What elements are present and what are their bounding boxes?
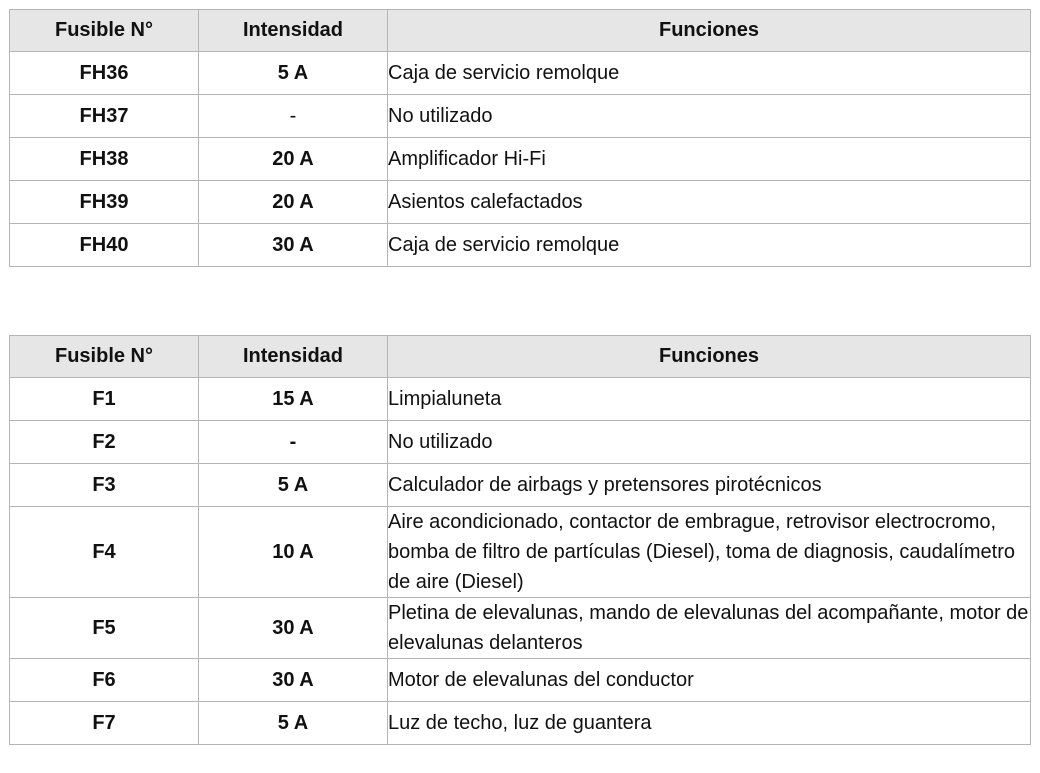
header-amperage: Intensidad xyxy=(199,336,388,378)
fuse-cell: F4 xyxy=(10,507,199,598)
table-row xyxy=(10,598,1031,659)
functions-cell: Aire acondicionado, contactor de embrague, retrovisor electrocromo, bomba de filtro de partículas (Diesel), toma de diagnosis, caudalímetro de aire (Diesel) xyxy=(388,507,1031,598)
fuse-cell: F2 xyxy=(10,421,199,464)
table-row xyxy=(10,702,1031,745)
header-functions: Funciones xyxy=(388,336,1031,378)
amperage-cell: 5 A xyxy=(199,464,388,507)
table-row xyxy=(10,181,1031,224)
fuse-cell: F3 xyxy=(10,464,199,507)
functions-cell: Limpialuneta xyxy=(388,378,1031,421)
functions-cell: Asientos calefactados xyxy=(388,181,1031,224)
functions-cell: No utilizado xyxy=(388,95,1031,138)
header-fuse: Fusible N° xyxy=(10,10,199,52)
amperage-cell: 5 A xyxy=(199,702,388,745)
functions-cell: No utilizado xyxy=(388,421,1031,464)
amperage-cell: 5 A xyxy=(199,52,388,95)
functions-cell: Calculador de airbags y pretensores pirotécnicos xyxy=(388,464,1031,507)
functions-cell: Caja de servicio remolque xyxy=(388,52,1031,95)
amperage-cell: - xyxy=(199,421,388,464)
fuse-table-2 xyxy=(9,335,1031,745)
fuse-cell: FH36 xyxy=(10,52,199,95)
fuse-cell: FH37 xyxy=(10,95,199,138)
table-row xyxy=(10,52,1031,95)
fuse-cell: FH38 xyxy=(10,138,199,181)
amperage-cell: 30 A xyxy=(199,598,388,659)
table-row xyxy=(10,378,1031,421)
header-amperage: Intensidad xyxy=(199,10,388,52)
table-row xyxy=(10,421,1031,464)
table-row xyxy=(10,464,1031,507)
table-row xyxy=(10,224,1031,267)
fuse-cell: FH40 xyxy=(10,224,199,267)
fuse-cell: FH39 xyxy=(10,181,199,224)
table-row xyxy=(10,138,1031,181)
table-row xyxy=(10,507,1031,598)
table-row xyxy=(10,95,1031,138)
amperage-cell: 30 A xyxy=(199,224,388,267)
fuse-cell: F6 xyxy=(10,659,199,702)
amperage-cell: 20 A xyxy=(199,181,388,224)
fuse-table-1 xyxy=(9,9,1031,267)
amperage-cell: 15 A xyxy=(199,378,388,421)
fuse-cell: F5 xyxy=(10,598,199,659)
table-header-row xyxy=(10,336,1031,378)
amperage-cell: - xyxy=(199,95,388,138)
functions-cell: Pletina de elevalunas, mando de elevalunas del acompañante, motor de elevalunas delanteros xyxy=(388,598,1031,659)
functions-cell: Caja de servicio remolque xyxy=(388,224,1031,267)
amperage-cell: 10 A xyxy=(199,507,388,598)
header-functions: Funciones xyxy=(388,10,1031,52)
amperage-cell: 30 A xyxy=(199,659,388,702)
functions-cell: Amplificador Hi-Fi xyxy=(388,138,1031,181)
table-row xyxy=(10,659,1031,702)
functions-cell: Luz de techo, luz de guantera xyxy=(388,702,1031,745)
functions-cell: Motor de elevalunas del conductor xyxy=(388,659,1031,702)
amperage-cell: 20 A xyxy=(199,138,388,181)
fuse-cell: F1 xyxy=(10,378,199,421)
header-fuse: Fusible N° xyxy=(10,336,199,378)
fuse-cell: F7 xyxy=(10,702,199,745)
table-header-row xyxy=(10,10,1031,52)
